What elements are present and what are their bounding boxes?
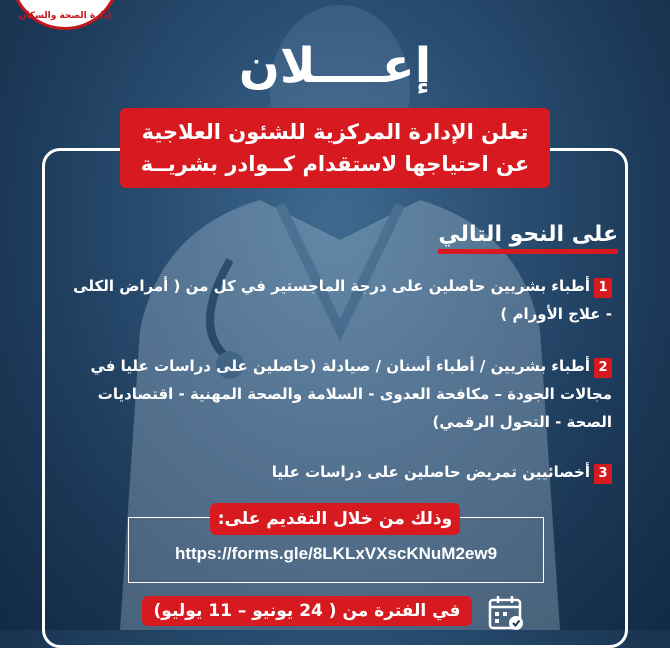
logo-text: إدارة الصحة والسكان [18,11,112,21]
list-item-text: أخصائيين تمريض حاصلين على دراسات عليا [271,463,590,481]
list-item-text: أطباء بشريين / أطباء أسنان / صيادلة (حاصلين على دراسات عليا في مجالات الجودة – مكافحة العدوى - السلامة والصحة المهنية - اقتصاديات الصحة - التحول الرقمي) [90,357,612,431]
announcement-banner [120,108,550,188]
apply-label: وذلك من خلال التقديم على: [210,503,460,535]
calendar-icon [486,592,526,632]
section-heading: على النحو التالي [438,222,618,254]
list-item-text: أطباء بشريين حاصلين على درجة الماجستير في كل من ( أمراض الكلى - علاج الأورام ) [73,277,612,323]
application-link[interactable]: https://forms.gle/8LKLxVXscKNuM2ew9 [174,544,498,563]
list-item-number: 2 [594,358,612,378]
page-title: إعــــلان [238,38,432,94]
list-item-3 [52,458,612,486]
list-item-2 [52,352,612,436]
list-item-number: 1 [594,278,612,298]
application-period: في الفترة من ( 24 يونيو – 11 يوليو) [142,596,472,626]
banner-line-2: عن احتياجها لاستقدام كــوادر بشريــة [140,152,530,176]
list-item-1 [62,272,612,328]
list-item-number: 3 [594,464,612,484]
banner-line-1: تعلن الإدارة المركزية للشئون العلاجية [141,120,529,144]
